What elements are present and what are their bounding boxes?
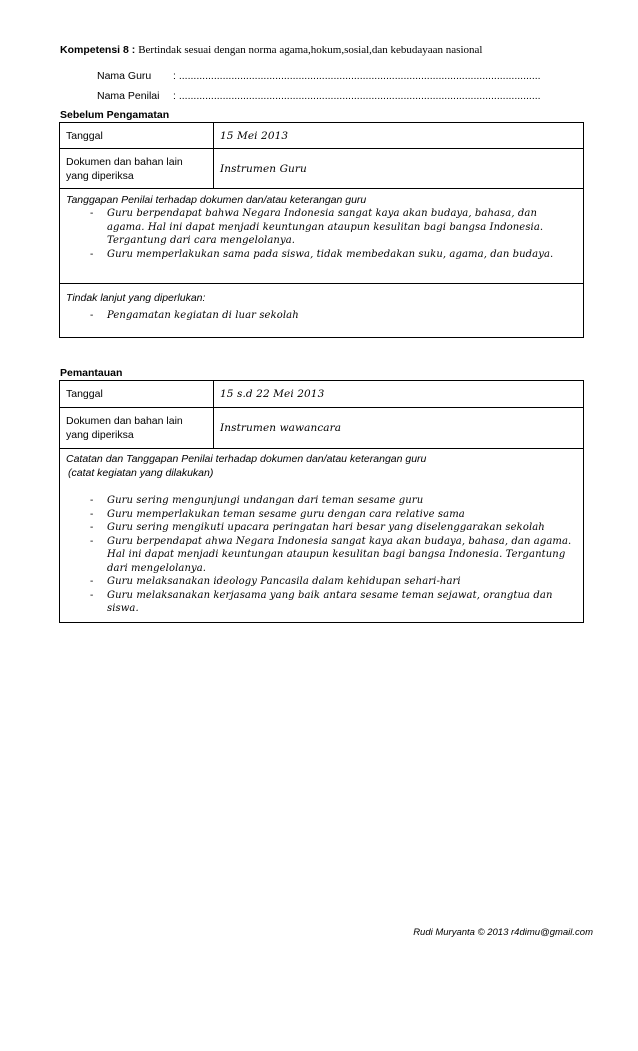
- sebelum-tindak-label: Tindak lanjut yang diperlukan:: [66, 292, 206, 304]
- sebelum-tanggapan-row: [60, 189, 584, 284]
- pemantauan-dokumen-value: Instrumen wawancara: [214, 408, 584, 449]
- sebelum-tanggal-row: [60, 123, 584, 149]
- pemantauan-dokumen-row: [60, 408, 584, 449]
- sebelum-tanggapan-cell: [60, 189, 584, 284]
- list-item: - Guru sering mengunjungi undangan dari teman sesame guru: [66, 494, 577, 508]
- list-item: - Pengamatan kegiatan di luar sekolah: [66, 309, 577, 323]
- nama-penilai-row: [97, 90, 541, 102]
- footer-credit: Rudi Muryanta © 2013 r4dimu@gmail.com: [413, 927, 593, 938]
- sebelum-tindak-list: [66, 309, 577, 323]
- sebelum-dokumen-label: Dokumen dan bahan lain yang diperiksa: [60, 149, 214, 189]
- sebelum-tanggapan-list: [66, 207, 577, 261]
- sebelum-table: [59, 122, 584, 338]
- nama-guru-label: Nama Guru: [97, 70, 152, 82]
- sebelum-tanggapan-label: Tanggapan Penilai terhadap dokumen dan/atau keterangan guru: [66, 194, 367, 206]
- pemantauan-tanggal-value: 15 s.d 22 Mei 2013: [214, 381, 584, 408]
- pemantauan-tanggal-row: [60, 381, 584, 408]
- pemantauan-catatan-label: Catatan dan Tanggapan Penilai terhadap dokumen dan/atau keterangan guru: [66, 453, 427, 465]
- list-item: - Guru memperlakukan teman sesame guru dengan cara relative sama: [66, 508, 577, 522]
- pemantauan-section-title: Pemantauan: [60, 367, 123, 379]
- list-item: - Guru melaksanakan kerjasama yang baik antara sesame teman sejawat, orangtua dan siswa.: [66, 589, 577, 616]
- sebelum-tanggal-label: Tanggal: [60, 123, 214, 149]
- nama-penilai-value: : ............................................................................................................................: [173, 90, 541, 102]
- list-item: - Guru memperlakukan sama pada siswa, tidak membedakan suku, agama, dan budaya.: [66, 248, 577, 262]
- sebelum-tindak-cell: [60, 284, 584, 338]
- sebelum-dokumen-value: Instrumen Guru: [214, 149, 584, 189]
- pemantauan-dokumen-label: Dokumen dan bahan lain yang diperiksa: [60, 408, 214, 449]
- list-item: - Guru berpendapat ahwa Negara Indonesia sangat kaya akan budaya, bahasa, dan agama. Hal ini dapat menjadi keuntungan ataupun kesulitan bagi bangsa Indonesia. Tergantung dari mengelolanya.: [66, 535, 577, 576]
- kompetensi-text: Bertindak sesuai dengan norma agama,hokum,sosial,dan kebudayaan nasional: [138, 44, 483, 56]
- kompetensi-heading: [60, 44, 482, 56]
- nama-guru-value: : ............................................................................................................................: [173, 70, 541, 82]
- sebelum-section-title: Sebelum Pengamatan: [60, 109, 170, 121]
- pemantauan-table: [59, 380, 584, 623]
- list-item: - Guru melaksanakan ideology Pancasila dalam kehidupan sehari-hari: [66, 575, 577, 589]
- pemantauan-catatan-sub: (catat kegiatan yang dilakukan): [68, 467, 214, 479]
- kompetensi-label: Kompetensi 8 :: [60, 44, 136, 56]
- sebelum-tindak-row: [60, 284, 584, 338]
- list-item: - Guru sering mengikuti upacara peringatan hari besar yang diselenggarakan sekolah: [66, 521, 577, 535]
- list-item: - Guru berpendapat bahwa Negara Indonesia sangat kaya akan budaya, bahasa, dan agama. Hal ini dapat menjadi keuntungan ataupun kesulitan bagi bangsa Indonesia. Tergantung dari cara mengelolanya.: [66, 207, 577, 248]
- pemantauan-catatan-cell: [60, 449, 584, 623]
- sebelum-tanggal-value: 15 Mei 2013: [214, 123, 584, 149]
- sebelum-dokumen-row: [60, 149, 584, 189]
- nama-guru-row: [97, 70, 541, 82]
- pemantauan-catatan-list: [66, 494, 577, 616]
- pemantauan-catatan-row: [60, 449, 584, 623]
- nama-penilai-label: Nama Penilai: [97, 90, 160, 102]
- pemantauan-tanggal-label: Tanggal: [60, 381, 214, 408]
